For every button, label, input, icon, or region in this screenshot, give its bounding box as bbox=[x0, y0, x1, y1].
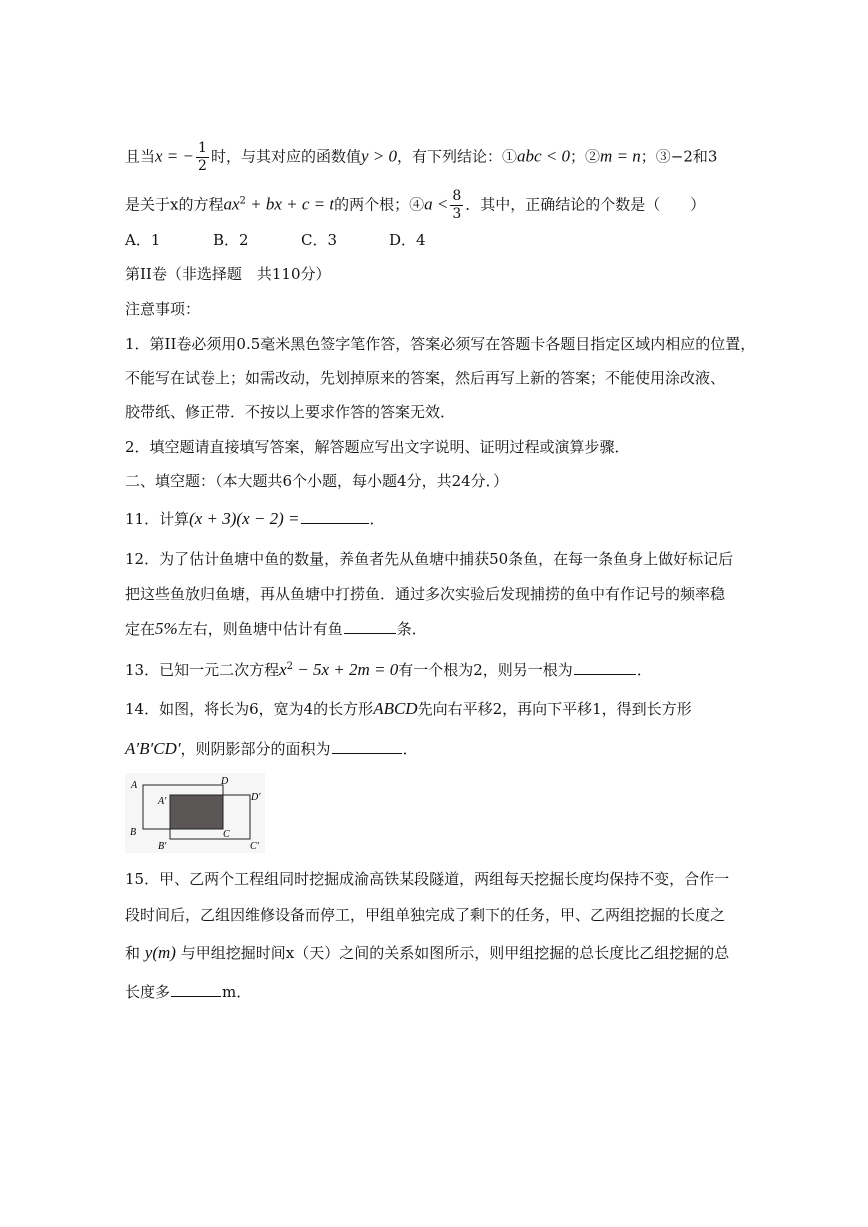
q12-text: 左右，则鱼塘中估计有鱼 bbox=[177, 620, 343, 638]
section-2-title: 第II卷（非选择题 共110分） bbox=[125, 265, 331, 283]
q15-text: 和 bbox=[125, 944, 141, 962]
q15-ym: y(m) bbox=[144, 943, 176, 962]
q13-equation: − 5x + 2m = 0 bbox=[293, 660, 399, 679]
q10-line-1 bbox=[125, 140, 717, 175]
q10-a-expr: a < bbox=[424, 194, 449, 214]
notice-1-line-2: 不能写在试卷上；如需改动，先划掉原来的答案，然后再写上新的答案；不能使用涂改液、 bbox=[125, 369, 726, 387]
notice-2: 2．填空题请直接填写答案，解答题应写出文字说明、证明过程或演算步骤． bbox=[125, 438, 630, 456]
q14-rect-abcd: ABCD bbox=[373, 699, 418, 718]
q15-line-1: 15．甲、乙两个工程组同时挖掘成渝高铁某段隧道，两组每天挖掘长度均保持不变，合作一 bbox=[125, 870, 730, 888]
option-c: C．3 bbox=[301, 231, 338, 249]
notice-1-line-3: 胶带纸、修正带．不按以上要求作答的答案无效． bbox=[125, 403, 456, 421]
q10-equation: + bx + c = t bbox=[245, 194, 335, 214]
label-b-prime: B′ bbox=[158, 841, 167, 852]
q10-text: 时，与其对应的函数值 bbox=[210, 147, 361, 166]
q12-answer-blank[interactable] bbox=[344, 619, 396, 634]
q15-line-2: 段时间后，乙组因维修设备而停工，甲组单独完成了剩下的任务，甲、乙两组挖掘的长度之 bbox=[125, 906, 726, 924]
question-11 bbox=[125, 508, 385, 530]
q10-line-2 bbox=[125, 188, 705, 223]
option-a: A．1 bbox=[125, 231, 161, 249]
q10-y-expr: y > 0 bbox=[360, 146, 397, 166]
label-d-prime: D′ bbox=[251, 792, 261, 803]
q12-percent: 5% bbox=[155, 619, 178, 638]
q11-text: 11．计算 bbox=[125, 510, 190, 528]
q14-text: 14．如图，将长为6，宽为4的长方形 bbox=[125, 700, 374, 718]
label-b: B bbox=[130, 827, 137, 838]
option-b: B．2 bbox=[213, 231, 249, 249]
label-c: C bbox=[223, 829, 230, 840]
q13-text: ． bbox=[636, 661, 652, 679]
q14-rect-translated: A′B′CD′ bbox=[125, 739, 181, 758]
fill-section-title: 二、填空题：（本大题共6个小题，每小题4分，共24分．） bbox=[125, 472, 509, 490]
label-d: D bbox=[221, 776, 229, 787]
q10-options bbox=[125, 229, 477, 251]
q15-line-4 bbox=[125, 981, 251, 1003]
q10-text: ，有下列结论：① bbox=[396, 147, 517, 166]
q10-mn-expr: m = n bbox=[600, 146, 641, 166]
q13-text: 有一个根为2，则另一根为 bbox=[398, 661, 573, 679]
label-a-prime: A′ bbox=[158, 796, 167, 807]
q10-text: 是关于x的方程 bbox=[125, 195, 224, 214]
q14-line-2 bbox=[125, 738, 418, 760]
q14-rectangle-figure bbox=[125, 773, 265, 853]
notice-1-line-1: 1．第II卷必须用0.5毫米黑色签字笔作答，答案必须写在答题卡各题目指定区域内相应的位置， bbox=[125, 335, 756, 353]
q10-fraction-half bbox=[196, 140, 209, 175]
q11-text: ． bbox=[369, 510, 385, 528]
q12-text: 定在 bbox=[125, 620, 156, 638]
q15-answer-blank[interactable] bbox=[171, 982, 221, 997]
frac-numerator: 1 bbox=[198, 140, 207, 156]
q15-text: 与甲组挖掘时间x（天）之间的关系如图所示，则甲组挖掘的总长度比乙组挖掘的总 bbox=[180, 944, 730, 962]
q12-line-3 bbox=[125, 618, 427, 640]
shaded-overlap bbox=[170, 795, 223, 829]
q12-text: 条． bbox=[396, 620, 427, 638]
frac-denominator: 3 bbox=[452, 206, 462, 222]
q15-line-3 bbox=[125, 942, 729, 964]
q10-x-expr: x = − bbox=[155, 146, 195, 166]
label-c-prime: C′ bbox=[250, 841, 259, 852]
q10-text: ．其中，正确结论的个数是（ ） bbox=[465, 195, 706, 214]
q11-answer-blank[interactable] bbox=[301, 509, 369, 524]
q14-line-1 bbox=[125, 698, 692, 720]
q13-text: 13．已知一元二次方程 bbox=[125, 661, 280, 679]
q14-text: ． bbox=[402, 740, 418, 758]
q12-line-1: 12．为了估计鱼塘中鱼的数量，养鱼者先从鱼塘中捕获50条鱼，在每一条鱼身上做好标记后 bbox=[125, 550, 734, 568]
q10-abc-expr: abc < 0 bbox=[517, 146, 571, 166]
q10-text: 的两个根；④ bbox=[334, 195, 425, 214]
q10-text: ；② bbox=[570, 147, 601, 166]
q11-expression: (x + 3)(x − 2) = bbox=[189, 509, 300, 528]
frac-denominator: 2 bbox=[198, 158, 207, 174]
superscript: 2 bbox=[239, 195, 246, 207]
q10-fraction-eight-thirds bbox=[450, 188, 463, 223]
q10-text: ；③−2和3 bbox=[640, 147, 718, 166]
q10-text: 且当 bbox=[125, 147, 156, 166]
frac-numerator: 8 bbox=[452, 188, 462, 204]
q13-answer-blank[interactable] bbox=[574, 660, 636, 675]
q10-equation: ax bbox=[223, 194, 240, 214]
q14-text: ，则阴影部分的面积为 bbox=[180, 740, 331, 758]
notice-title: 注意事项： bbox=[125, 300, 201, 318]
q12-line-2: 把这些鱼放归鱼塘，再从鱼塘中打捞鱼．通过多次实验后发现捕捞的鱼中有作记号的频率稳 bbox=[125, 585, 726, 603]
q13-equation: x bbox=[279, 660, 287, 679]
label-a: A bbox=[131, 780, 138, 791]
q14-answer-blank[interactable] bbox=[332, 739, 402, 754]
q15-text: 长度多 bbox=[125, 983, 171, 1001]
superscript: 2 bbox=[286, 661, 294, 672]
q14-text: 先向右平移2，再向下平移1，得到长方形 bbox=[417, 700, 692, 718]
question-13 bbox=[125, 659, 652, 681]
option-d: D．4 bbox=[389, 231, 426, 249]
q15-text: m． bbox=[222, 983, 252, 1001]
